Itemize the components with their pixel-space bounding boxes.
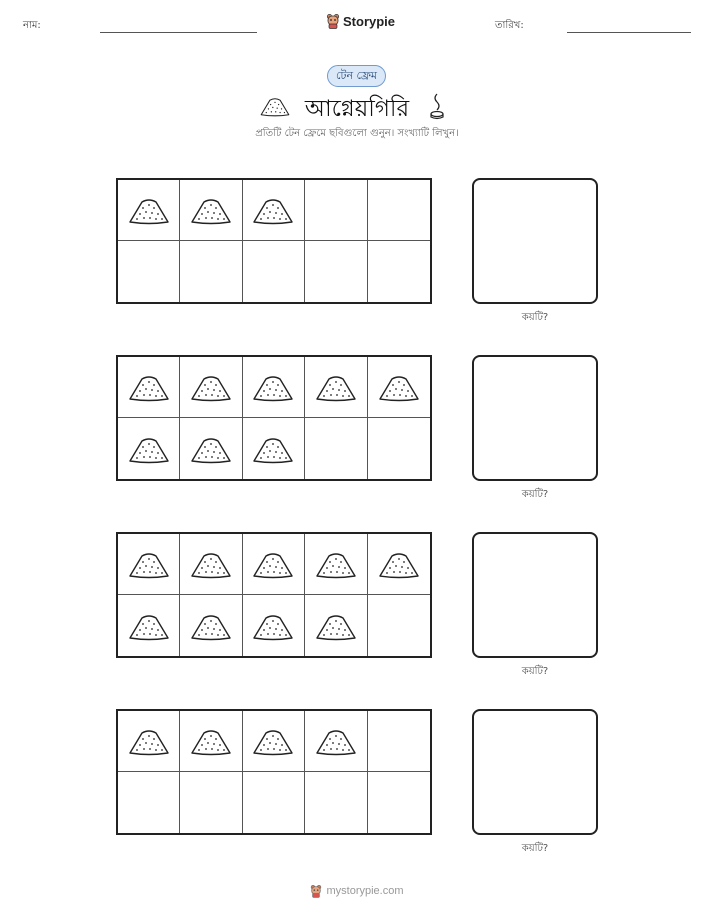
frame-cell: [243, 241, 305, 302]
smoke-icon: [427, 92, 447, 120]
volcano-icon: [127, 195, 171, 225]
volcano-icon: [127, 549, 171, 579]
frame-cell: [305, 180, 367, 241]
frame-cell: [243, 772, 305, 833]
frame-cell: [180, 241, 242, 302]
ten-frame-1: [116, 178, 432, 304]
frame-cell: [180, 711, 242, 772]
frame-cell: [305, 711, 367, 772]
volcano-icon: [189, 195, 233, 225]
volcano-icon: [251, 549, 295, 579]
volcano-icon: [377, 549, 421, 579]
date-label: তারিখ:: [495, 20, 524, 31]
volcano-icon: [251, 611, 295, 641]
frame-cell: [368, 180, 430, 241]
frame-cell: [243, 534, 305, 595]
answer-box-1[interactable]: [472, 178, 598, 304]
ten-frame-4: [116, 709, 432, 835]
frame-cell: [118, 180, 180, 241]
footer: [0, 884, 714, 898]
volcano-icon: [189, 611, 233, 641]
frame-cell: [180, 180, 242, 241]
answer-box-3[interactable]: [472, 532, 598, 658]
mascot-icon: [310, 884, 322, 898]
volcano-icon: [127, 611, 171, 641]
frame-cell: [243, 418, 305, 479]
answer-label-3: কয়টি?: [521, 666, 549, 677]
date-line: [567, 32, 691, 33]
volcano-icon: [127, 372, 171, 402]
volcano-icon: [314, 549, 358, 579]
volcano-icon: [314, 372, 358, 402]
frame-cell: [180, 772, 242, 833]
frame-cell: [305, 418, 367, 479]
frame-cell: [118, 711, 180, 772]
ten-frame-2: [116, 355, 432, 481]
ten-frame-3: [116, 532, 432, 658]
frame-cell: [368, 534, 430, 595]
volcano-icon: [314, 611, 358, 641]
footer-url: mystorypie.com: [326, 885, 404, 897]
volcano-icon: [189, 372, 233, 402]
frame-cell: [118, 418, 180, 479]
volcano-icon: [314, 726, 358, 756]
volcano-icon: [251, 372, 295, 402]
frame-cell: [368, 772, 430, 833]
mascot-icon: [326, 13, 340, 29]
frame-cell: [243, 357, 305, 418]
volcano-icon: [189, 549, 233, 579]
frame-cell: [305, 595, 367, 656]
volcano-icon: [189, 434, 233, 464]
frame-cell: [305, 772, 367, 833]
frame-cell: [180, 595, 242, 656]
answer-box-4[interactable]: [472, 709, 598, 835]
volcano-icon: [127, 726, 171, 756]
answer-label-4: কয়টি?: [521, 843, 549, 854]
volcano-icon: [127, 434, 171, 464]
frame-cell: [243, 711, 305, 772]
volcano-icon: [377, 372, 421, 402]
volcano-icon: [189, 726, 233, 756]
answer-label-2: কয়টি?: [521, 489, 549, 500]
frame-cell: [243, 180, 305, 241]
category-tag: টেন ফ্রেম: [327, 65, 386, 87]
volcano-icon: [251, 434, 295, 464]
volcano-icon: [251, 195, 295, 225]
answer-label-1: কয়টি?: [521, 312, 549, 323]
instructions: প্রতিটি টেন ফ্রেমে ছবিগুলো গুনুন। সংখ্যাটি লিখুন।: [255, 128, 459, 139]
frame-cell: [118, 357, 180, 418]
answer-box-2[interactable]: [472, 355, 598, 481]
frame-cell: [368, 241, 430, 302]
frame-cell: [118, 595, 180, 656]
volcano-icon: [251, 726, 295, 756]
frame-cell: [368, 595, 430, 656]
frame-cell: [180, 418, 242, 479]
name-label: নাম:: [23, 20, 41, 31]
frame-cell: [305, 357, 367, 418]
name-line: [100, 32, 257, 33]
frame-cell: [180, 534, 242, 595]
frame-cell: [368, 711, 430, 772]
page-title: আগ্নেয়গিরি: [304, 96, 410, 122]
frame-cell: [118, 534, 180, 595]
brand-logo: [326, 13, 395, 29]
frame-cell: [243, 595, 305, 656]
frame-cell: [368, 357, 430, 418]
frame-cell: [368, 418, 430, 479]
frame-cell: [305, 241, 367, 302]
frame-cell: [180, 357, 242, 418]
brand-name: Storypie: [343, 13, 396, 29]
frame-cell: [118, 772, 180, 833]
frame-cell: [118, 241, 180, 302]
frame-cell: [305, 534, 367, 595]
